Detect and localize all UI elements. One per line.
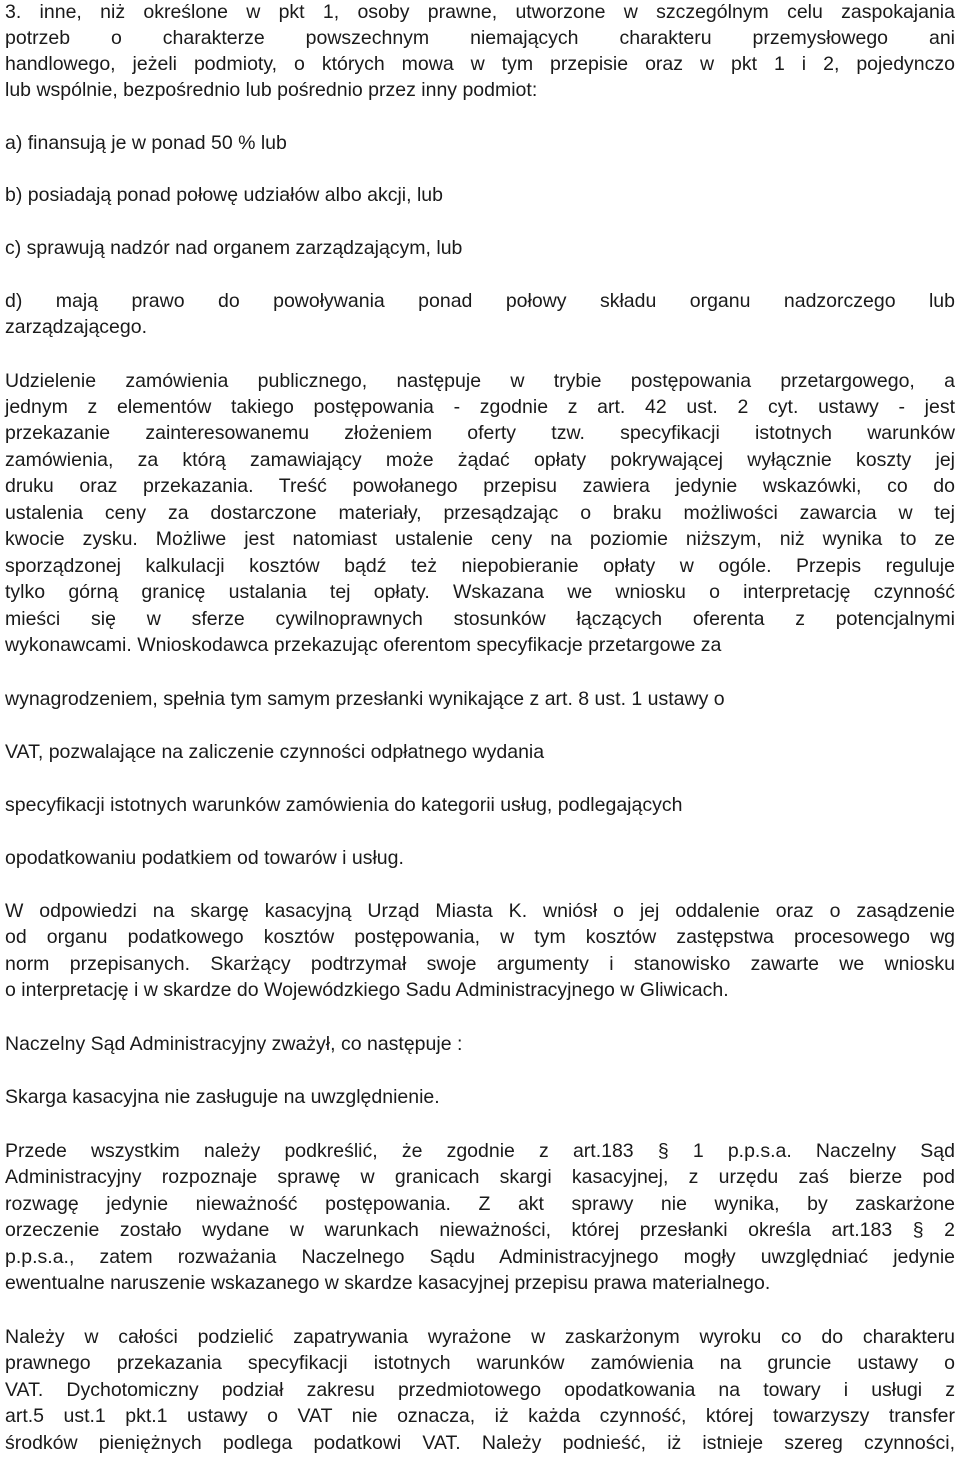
paragraph-line: kwocie zysku. Możliwe jest natomiast ustalenie ceny na poziomie niższym, niż wynika to ze [5, 528, 955, 550]
list-item: zarządzającego. [5, 316, 148, 338]
paragraph-line: VAT. Dychotomiczny podział zakresu przedmiotowego opodatkowania na towary i usługi z [5, 1379, 955, 1401]
paragraph-line: VAT, pozwalające na zaliczenie czynności odpłatnego wydania [5, 741, 545, 763]
paragraph-line: wykonawcami. Wnioskodawca przekazując oferentom specyfikacje przetargowe za [5, 634, 722, 656]
list-item: b) posiadają ponad połowę udziałów albo akcji, lub [5, 184, 443, 206]
paragraph-line: wynagrodzeniem, spełnia tym samym przesłanki wynikające z art. 8 ust. 1 ustawy o [5, 688, 725, 710]
paragraph-line: prawnego przekazania specyfikacji istotnych warunków zamówienia na gruncie ustawy o [5, 1352, 955, 1374]
paragraph-line: przekazanie zainteresowanemu złożeniem oferty tzw. specyfikacji istotnych warunków [5, 422, 955, 444]
paragraph-line: jednym z elementów takiego postępowania - zgodnie z art. 42 ust. 2 cyt. ustawy - jest [5, 396, 955, 418]
paragraph-line: ustalenia ceny za dostarczone materiały, przesądzając o braku możliwości zawarcia w tej [5, 502, 955, 524]
paragraph-line: Należy w całości podzielić zapatrywania wyrażone w zaskarżonym wyroku co do charakteru [5, 1326, 955, 1348]
paragraph-line: mieści się w sferze cywilnoprawnych stosunków łączących oferenta z potencjalnymi [5, 608, 955, 630]
paragraph-line: potrzeb o charakterze powszechnym niemających charakteru przemysłowego ani [5, 27, 955, 49]
paragraph-line: specyfikacji istotnych warunków zamówienia do kategorii usług, podlegających [5, 794, 683, 816]
paragraph-line: od organu podatkowego kosztów postępowania, w tym kosztów zastępstwa procesowego wg [5, 926, 955, 948]
paragraph-line: handlowego, jeżeli podmioty, o których mowa w tym przepisie oraz w pkt 1 i 2, pojedynczo [5, 53, 955, 75]
paragraph-line: środków pieniężnych podlega podatkowi VAT. Należy podnieść, iż istnieje szereg czynności, [5, 1432, 955, 1454]
paragraph-line: Naczelny Sąd Administracyjny zważył, co następuje : [5, 1033, 463, 1055]
paragraph-line: o interpretację i w skardze do Wojewódzkiego Sadu Administracyjnego w Gliwicach. [5, 979, 729, 1001]
paragraph-line: orzeczenie zostało wydane w warunkach nieważności, której przesłanki określa art.183 § 2 [5, 1219, 955, 1241]
paragraph-line: ewentualne naruszenie wskazanego w skardze kasacyjnej przepisu prawa materialnego. [5, 1272, 771, 1294]
list-item: c) sprawują nadzór nad organem zarządzającym, lub [5, 237, 463, 259]
paragraph-line: norm przepisanych. Skarżący podtrzymał swoje argumenty i stanowisko zawarte we wniosku [5, 953, 955, 975]
paragraph-line: opodatkowaniu podatkiem od towarów i usług. [5, 847, 404, 869]
paragraph-line: Administracyjny rozpoznaje sprawę w granicach skargi kasacyjnej, z urzędu zaś bierze pod [5, 1166, 955, 1188]
paragraph-line: tylko górną granicę ustalania tej opłaty. Wskazana we wniosku o interpretację czynność [5, 581, 955, 603]
paragraph-line: sporządzonej kalkulacji kosztów bądź też niepobieranie opłaty w ogóle. Przepis reguluje [5, 555, 955, 577]
paragraph-line: p.p.s.a., zatem rozważania Naczelnego Sądu Administracyjnego mogły uwzględniać jedynie [5, 1246, 955, 1268]
paragraph-line: zamówienia, za którą zamawiający może żądać opłaty pokrywającej wyłącznie koszty jej [5, 449, 955, 471]
paragraph-line: lub wspólnie, bezpośrednio lub pośrednio przez inny podmiot: [5, 79, 538, 101]
paragraph-line: Udzielenie zamówienia publicznego, następuje w trybie postępowania przetargowego, a [5, 370, 955, 392]
paragraph-line: druku oraz przekazania. Treść powołanego przepisu zawiera jedynie wskazówki, co do [5, 475, 955, 497]
list-item: a) finansują je w ponad 50 % lub [5, 132, 287, 154]
paragraph-line: 3. inne, niż określone w pkt 1, osoby prawne, utworzone w szczególnym celu zaspokajania [5, 1, 955, 23]
paragraph-line: Przede wszystkim należy podkreślić, że zgodnie z art.183 § 1 p.p.s.a. Naczelny Sąd [5, 1140, 955, 1162]
paragraph-line: W odpowiedzi na skargę kasacyjną Urząd Miasta K. wniósł o jej oddalenie oraz o zasądzenie [5, 900, 955, 922]
paragraph-line: Skarga kasacyjna nie zasługuje na uwzględnienie. [5, 1086, 440, 1108]
paragraph-line: art.5 ust.1 pkt.1 ustawy o VAT nie oznacza, iż każda czynność, której towarzyszy transfer [5, 1405, 955, 1427]
list-item: d) mają prawo do powoływania ponad połowy składu organu nadzorczego lub [5, 290, 955, 312]
paragraph-line: rozwagę jedynie nieważność postępowania. Z akt sprawy nie wynika, by zaskarżone [5, 1193, 955, 1215]
